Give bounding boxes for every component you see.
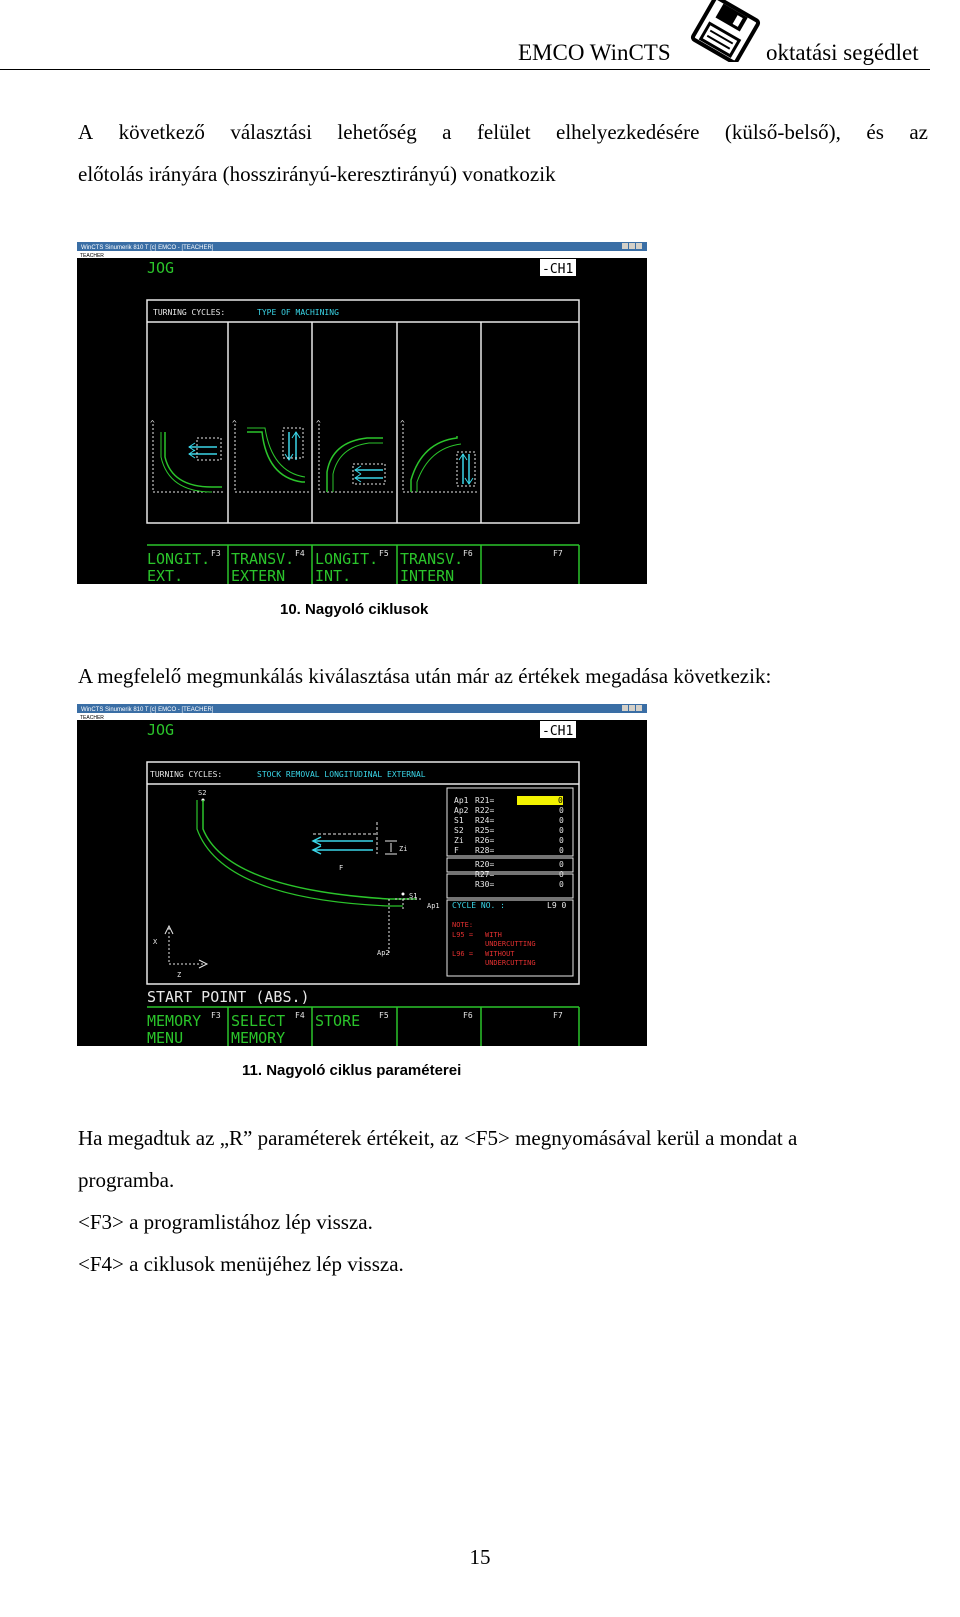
header-rule bbox=[0, 69, 930, 70]
svg-text:INTERN: INTERN bbox=[400, 567, 455, 584]
header-title-right: oktatási segédlet bbox=[766, 40, 919, 65]
caption-figure-11: 11. Nagyoló ciklus paraméterei bbox=[242, 1062, 462, 1079]
svg-text:R26=: R26= bbox=[475, 836, 495, 845]
note-l95-v2: UNDERCUTTING bbox=[485, 940, 536, 948]
svg-text:MEMORY: MEMORY bbox=[147, 1012, 202, 1030]
menu-teacher[interactable]: TEACHER bbox=[80, 253, 104, 259]
svg-text:R21=: R21= bbox=[475, 796, 495, 805]
paragraph-2: A megfelelő megmunkálás kiválasztása után már az értékek megadása következik: bbox=[78, 664, 772, 688]
window-title: WinCTS Sinumerik 810 T [c] EMCO - [TEACHER] bbox=[81, 707, 214, 713]
cycle-header-label: TURNING CYCLES: bbox=[150, 770, 223, 779]
svg-text:EXT.: EXT. bbox=[147, 567, 184, 584]
note-label: NOTE: bbox=[452, 921, 474, 929]
para3-line-1: Ha megadtuk az „R” paraméterek értékeit, az <F5> megnyomásával kerül a mondat a bbox=[78, 1126, 798, 1150]
para3-line-4: <F4> a ciklusok menüjéhez lép vissza. bbox=[78, 1252, 404, 1276]
screenshot-cycle-selection bbox=[77, 242, 647, 584]
svg-text:Ap2: Ap2 bbox=[454, 806, 469, 815]
word: és bbox=[866, 120, 884, 144]
svg-text:INT.: INT. bbox=[315, 567, 352, 584]
word: a bbox=[442, 120, 452, 144]
word: (külső-belső), bbox=[724, 120, 841, 144]
svg-text:S1: S1 bbox=[409, 892, 418, 900]
note-l96-v1: WITHOUT bbox=[485, 950, 515, 958]
svg-text:0: 0 bbox=[559, 816, 564, 825]
paragraph-3 bbox=[78, 1117, 928, 1285]
svg-text:F4: F4 bbox=[295, 1011, 305, 1020]
svg-text:X: X bbox=[153, 938, 158, 946]
menu-bar bbox=[77, 251, 647, 258]
svg-text:Ap1: Ap1 bbox=[427, 902, 440, 910]
softkey-f7[interactable] bbox=[553, 549, 563, 558]
page-header bbox=[0, 0, 960, 70]
svg-text:0: 0 bbox=[559, 860, 564, 869]
svg-text:R25=: R25= bbox=[475, 826, 495, 835]
svg-text:SELECT: SELECT bbox=[231, 1012, 286, 1030]
mode-label: JOG bbox=[147, 721, 175, 739]
active-input-highlight bbox=[517, 796, 563, 805]
svg-text:Zi: Zi bbox=[399, 845, 408, 853]
word: elhelyezkedésére bbox=[556, 120, 700, 144]
screenshot-cycle-parameters bbox=[77, 704, 647, 1046]
svg-text:LONGIT.: LONGIT. bbox=[315, 550, 379, 568]
svg-text:F5: F5 bbox=[379, 1011, 389, 1020]
softkey-f6[interactable] bbox=[463, 1011, 473, 1020]
svg-text:EXTERN: EXTERN bbox=[231, 567, 286, 584]
status-line: START POINT (ABS.) bbox=[147, 988, 310, 1006]
svg-text:R24=: R24= bbox=[475, 816, 495, 825]
word: következő bbox=[118, 120, 205, 144]
svg-text:^: ^ bbox=[400, 419, 405, 428]
page-number: 15 bbox=[469, 1545, 491, 1569]
intro-line-2: előtolás irányára (hosszirányú-keresztirányú) vonatkozik bbox=[78, 162, 556, 186]
word: az bbox=[909, 120, 928, 144]
svg-text:F5: F5 bbox=[379, 549, 389, 558]
svg-text:S1: S1 bbox=[454, 816, 464, 825]
svg-text:F: F bbox=[454, 846, 459, 855]
svg-text:0: 0 bbox=[559, 880, 564, 889]
svg-text:STORE: STORE bbox=[315, 1012, 361, 1030]
svg-text:R20=: R20= bbox=[475, 860, 495, 869]
svg-text:LONGIT.: LONGIT. bbox=[147, 550, 211, 568]
svg-text:0: 0 bbox=[558, 796, 563, 805]
para3-line-3: <F3> a programlistához lép vissza. bbox=[78, 1210, 373, 1234]
svg-text:0: 0 bbox=[559, 806, 564, 815]
softkey-f7[interactable] bbox=[553, 1011, 563, 1020]
svg-text:^: ^ bbox=[316, 419, 321, 428]
cycle-header-value: STOCK REMOVAL LONGITUDINAL EXTERNAL bbox=[257, 770, 426, 779]
floppy-disk-icon bbox=[688, 0, 762, 62]
word: felület bbox=[476, 120, 531, 144]
svg-text:0: 0 bbox=[559, 870, 564, 879]
intro-line-1 bbox=[78, 111, 928, 153]
svg-text:0: 0 bbox=[559, 826, 564, 835]
svg-text:F7: F7 bbox=[553, 549, 563, 558]
note-l96-v2: UNDERCUTTING bbox=[485, 959, 536, 967]
svg-text:F6: F6 bbox=[463, 549, 473, 558]
note-l95-key: L95 = bbox=[452, 931, 474, 939]
word: A bbox=[78, 120, 94, 144]
word: választási bbox=[230, 120, 312, 144]
svg-text:^: ^ bbox=[150, 419, 155, 428]
svg-text:TRANSV.: TRANSV. bbox=[231, 550, 295, 568]
cycles-header-label: TURNING CYCLES: bbox=[153, 308, 226, 317]
window-title: WinCTS Sinumerik 810 T [c] EMCO - [TEACHER] bbox=[81, 245, 214, 251]
svg-text:F3: F3 bbox=[211, 549, 221, 558]
svg-text:F7: F7 bbox=[553, 1011, 563, 1020]
svg-text:Zi: Zi bbox=[454, 836, 464, 845]
window-controls[interactable] bbox=[622, 705, 642, 711]
header-title-left: EMCO WinCTS bbox=[518, 40, 671, 65]
svg-text:F6: F6 bbox=[463, 1011, 473, 1020]
svg-text:MEMORY: MEMORY bbox=[231, 1029, 286, 1046]
menu-bar bbox=[77, 713, 647, 720]
svg-text:^: ^ bbox=[232, 419, 237, 428]
svg-text:TRANSV.: TRANSV. bbox=[400, 550, 464, 568]
cycles-header-value: TYPE OF MACHINING bbox=[257, 308, 339, 317]
caption-figure-10: 10. Nagyoló ciklusok bbox=[280, 601, 429, 618]
channel-label: -CH1 bbox=[542, 724, 574, 739]
svg-text:F4: F4 bbox=[295, 549, 305, 558]
svg-text:MENU: MENU bbox=[147, 1029, 184, 1046]
channel-label: -CH1 bbox=[542, 262, 574, 277]
svg-text:Z: Z bbox=[177, 971, 182, 979]
cycle-no-value: L9 0 bbox=[547, 901, 567, 910]
note-l95-v1: WITH bbox=[485, 931, 502, 939]
intro-paragraph bbox=[78, 111, 928, 195]
mode-label: JOG bbox=[147, 259, 175, 277]
svg-text:S2: S2 bbox=[198, 789, 207, 797]
svg-text:0: 0 bbox=[559, 836, 564, 845]
word: lehetőség bbox=[337, 120, 417, 144]
svg-text:R27=: R27= bbox=[475, 870, 495, 879]
menu-teacher[interactable]: TEACHER bbox=[80, 715, 104, 721]
window-controls[interactable] bbox=[622, 243, 642, 249]
svg-text:F3: F3 bbox=[211, 1011, 221, 1020]
svg-text:S2: S2 bbox=[454, 826, 464, 835]
note-l96-key: L96 = bbox=[452, 950, 474, 958]
svg-text:R22=: R22= bbox=[475, 806, 495, 815]
svg-text:F: F bbox=[339, 864, 344, 872]
svg-text:R28=: R28= bbox=[475, 846, 495, 855]
svg-text:R30=: R30= bbox=[475, 880, 495, 889]
cycle-no-label: CYCLE NO. : bbox=[452, 901, 505, 910]
svg-text:0: 0 bbox=[559, 846, 564, 855]
svg-text:Ap2: Ap2 bbox=[377, 949, 390, 957]
para3-line-2: programba. bbox=[78, 1168, 175, 1192]
svg-text:Ap1: Ap1 bbox=[454, 796, 469, 805]
